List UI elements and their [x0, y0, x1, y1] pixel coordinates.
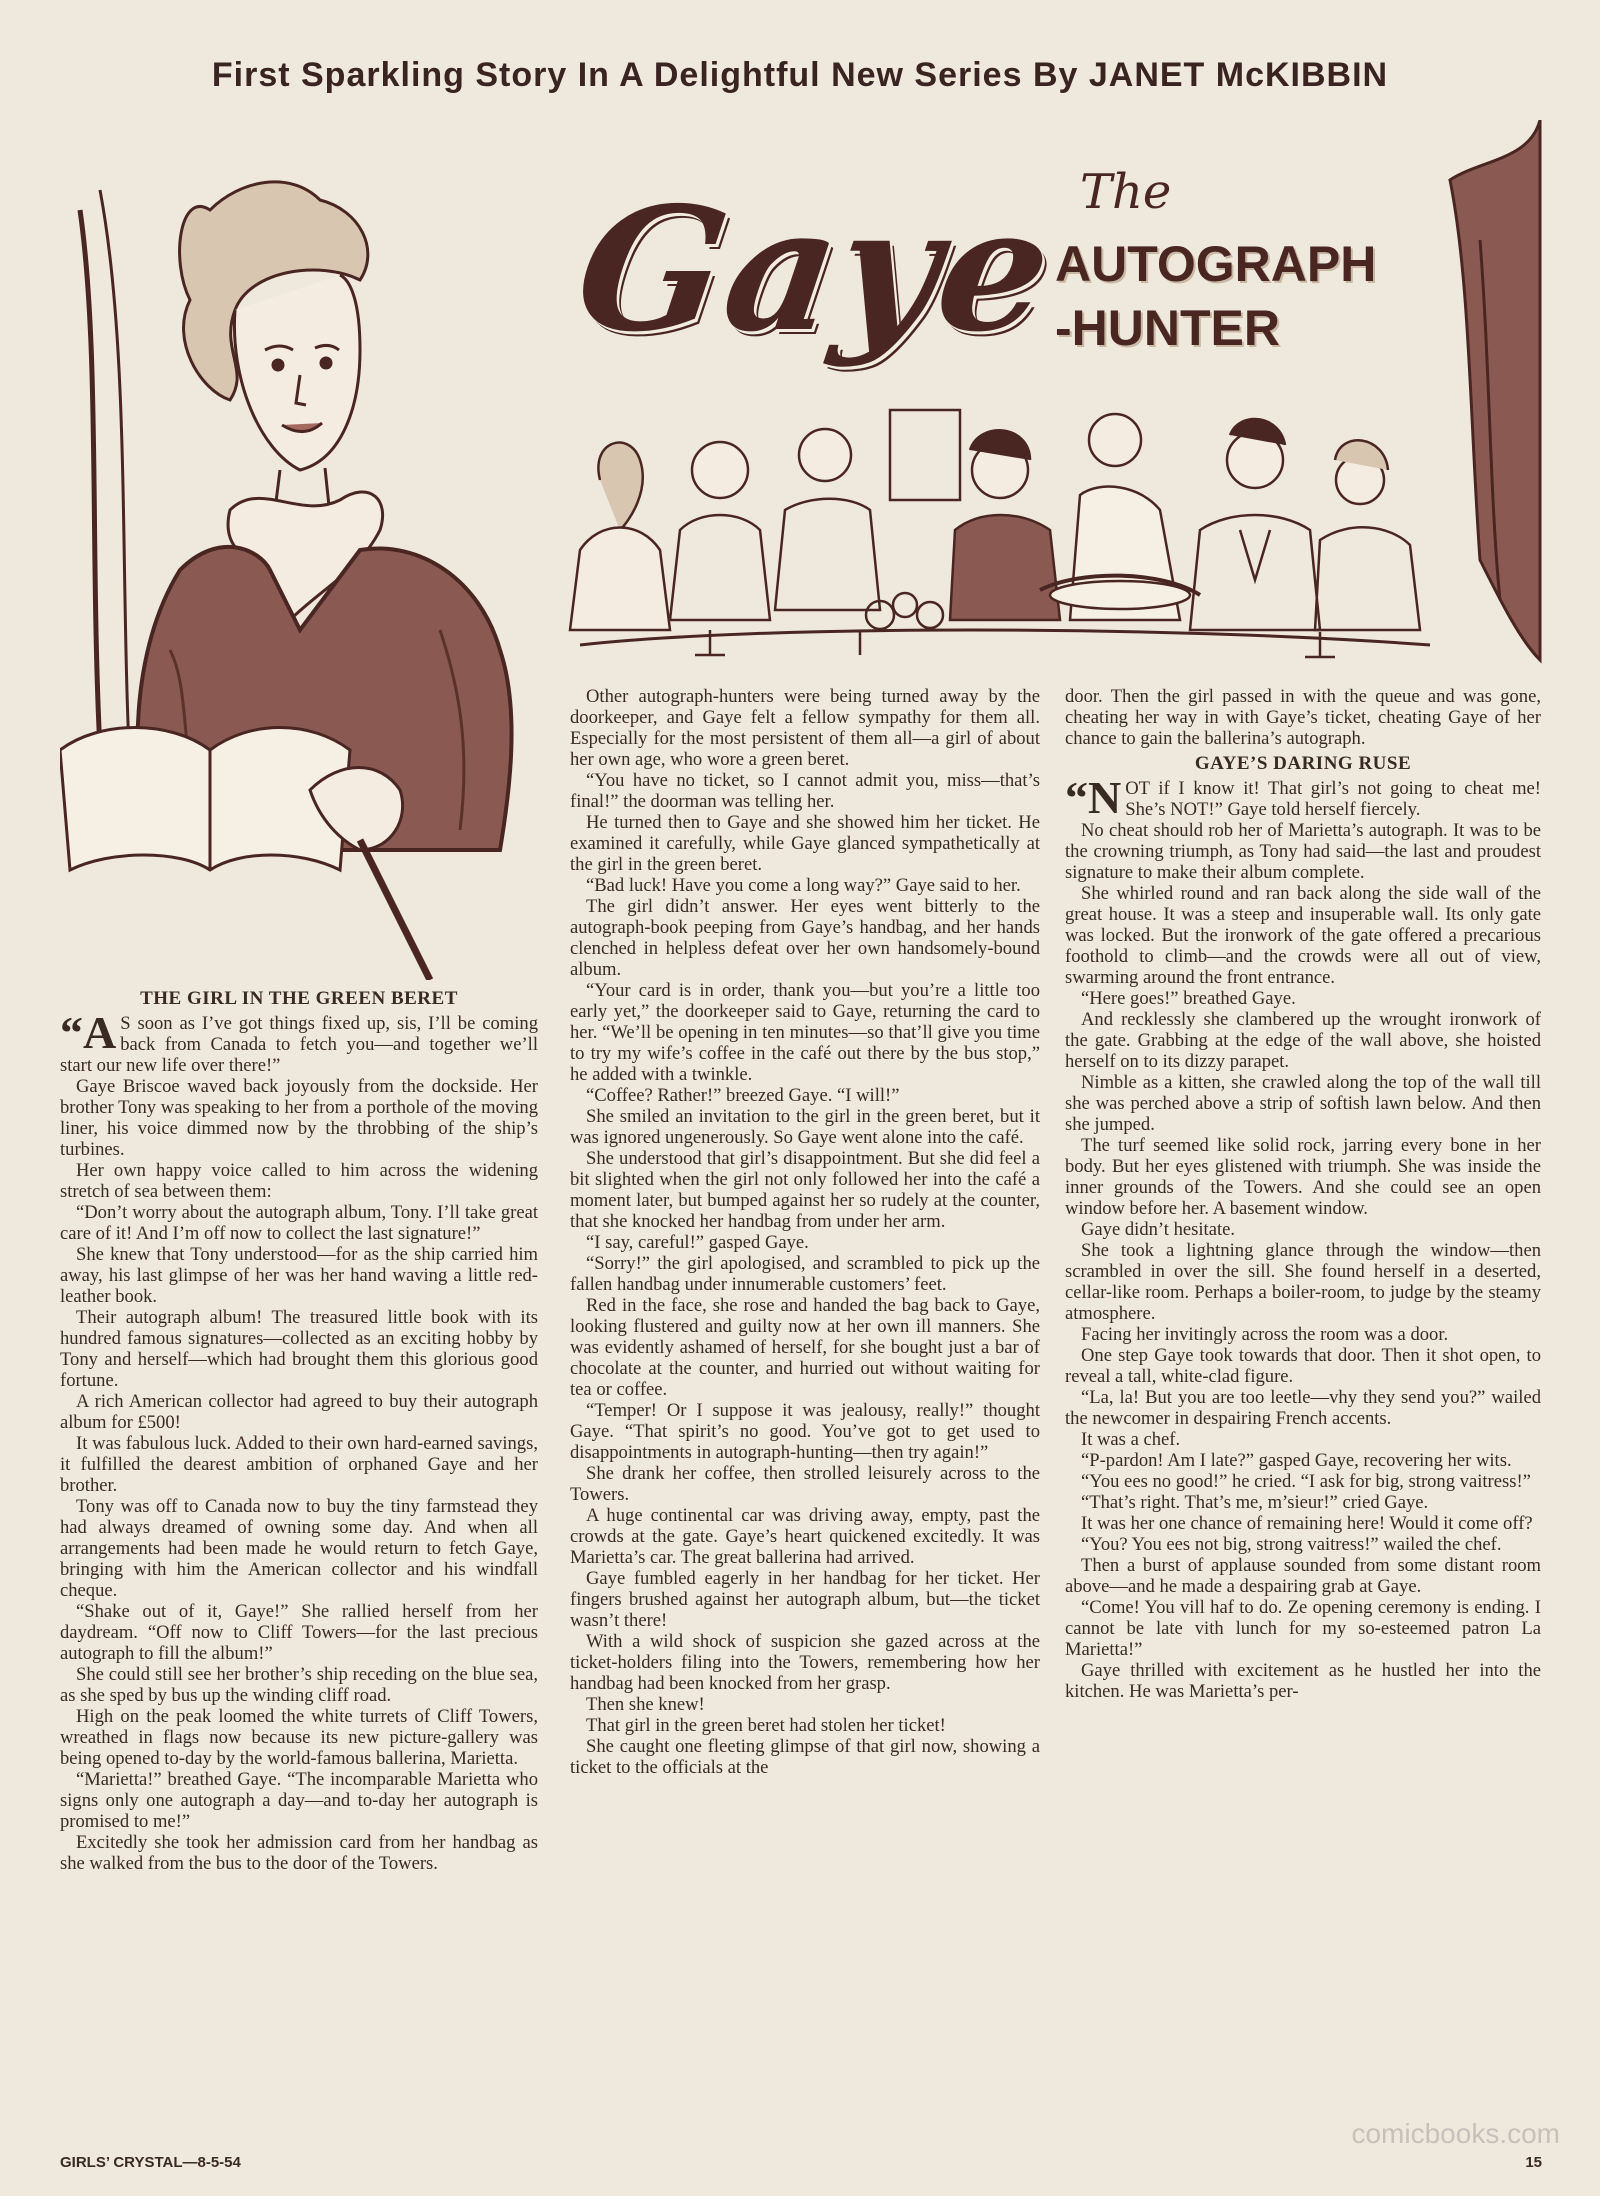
page-number: 15	[1525, 2154, 1542, 2171]
paragraph: Other autograph-hunters were being turned away by the doorkeeper, and Gaye felt a fellow sympathy for them all. Especially for the most persistent of them all—a girl of about her own age, who wore a green beret.	[570, 686, 1040, 770]
paragraph: Gaye thrilled with excitement as he hustled her into the kitchen. He was Marietta’s per-	[1065, 1660, 1541, 1702]
dining-scene-illustration	[560, 400, 1440, 675]
paragraph: She knew that Tony understood—for as the ship carried him away, his last glimpse of her was her hand waving a little red-leather book.	[60, 1244, 538, 1307]
title-subtitle	[1055, 232, 1376, 360]
paragraph: She understood that girl’s disappointment. But she did feel a bit slighted when the girl not only followed her into the café a moment later, but bumped against her so rudely at the counter, that she knocked her handbag from under her arm.	[570, 1148, 1040, 1232]
title-line-autograph: AUTOGRAPH	[1055, 236, 1377, 292]
drop-cap: “A	[60, 1007, 117, 1058]
paragraph: Gaye didn’t hesitate.	[1081, 1219, 1236, 1240]
paragraph: “Your card is in order, thank you—but you’re a little too early yet,” the doorkeeper said to Gaye, returning the card to her. “We’ll be opening in ten minutes—so that’ll give you time to try my wife’s coffee in the café out there by the bus stop,” he added with a twinkle.	[570, 980, 1040, 1085]
paragraph: She caught one fleeting glimpse of that girl now, showing a ticket to the officials at the	[570, 1736, 1040, 1778]
title-the: The	[1080, 164, 1172, 220]
magazine-issue: GIRLS’ CRYSTAL—8-5-54	[60, 2154, 241, 2171]
section-opening-paragraph	[1065, 772, 1541, 823]
paragraph: The turf seemed like solid rock, jarring every bone in her body. But her eyes glistened with triumph. She was inside the inner grounds of the Towers. And she could see an open window before her. A basement window.	[1065, 1135, 1541, 1219]
paragraph: Gaye fumbled eagerly in her handbag for her ticket. Her fingers brushed against her autograph album, but—the ticket wasn’t there!	[570, 1568, 1040, 1631]
paragraph: Excitedly she took her admission card from her handbag as she walked from the bus to the door of the Towers.	[60, 1832, 538, 1874]
paragraph: “Bad luck! Have you come a long way?” Gaye said to her.	[586, 875, 1021, 896]
paragraph: “Come! You vill haf to do. Ze opening ceremony is ending. I cannot be late vith lunch for my so-esteemed patron La Marietta!”	[1065, 1597, 1541, 1660]
story-title	[560, 150, 1420, 390]
paragraph: Then she knew!	[586, 1694, 705, 1715]
paragraph: “Temper! Or I suppose it was jealousy, really!” thought Gaye. “That spirit’s no good. You’ve got to get used to disappointments in autograph-hunting—then try again!”	[570, 1400, 1040, 1463]
paragraph: One step Gaye took towards that door. Then it shot open, to reveal a tall, white-clad figure.	[1065, 1345, 1541, 1387]
opening-paragraph	[60, 1007, 538, 1076]
paragraph: “I say, careful!” gasped Gaye.	[586, 1232, 809, 1253]
paragraph: High on the peak loomed the white turrets of Cliff Towers, wreathed in flags now because its new picture-gallery was being opened to-day by the world-famous ballerina, Marietta.	[60, 1706, 538, 1769]
paragraph: No cheat should rob her of Marietta’s autograph. It was to be the crowning triumph, as Tony had said—the last and proudest signature to make their album complete.	[1065, 820, 1541, 883]
title-gaye: Gaye	[565, 170, 1065, 370]
paragraph: “La, la! But you are too leetle—vhy they send you?” wailed the newcomer in despairing French accents.	[1065, 1387, 1541, 1429]
paragraph: “Here goes!” breathed Gaye.	[1081, 988, 1296, 1009]
series-headline: First Sparkling Story In A Delightful New Series By JANET McKIBBIN	[211, 56, 1389, 94]
column-3	[1065, 686, 1541, 1702]
title-line-hunter: -HUNTER	[1055, 300, 1280, 356]
gaye-illustration	[60, 150, 540, 980]
paragraph: A huge continental car was driving away, empty, past the crowds at the gate. Gaye’s heart quickened excitedly. It was Marietta’s car. The great ballerina had arrived.	[570, 1505, 1040, 1568]
paragraph: “You have no ticket, so I cannot admit you, miss—that’s final!” the doorman was telling her.	[570, 770, 1040, 812]
paragraph: “Don’t worry about the autograph album, Tony. I’ll take great care of it! And I’m off now to collect the last signature!”	[60, 1202, 538, 1244]
paragraph: With a wild shock of suspicion she gazed across at the ticket-holders filing into the Towers, remembering how her handbag had been knocked from her grasp.	[570, 1631, 1040, 1694]
paragraph: She drank her coffee, then strolled leisurely across to the Towers.	[570, 1463, 1040, 1505]
paragraph: She whirled round and ran back along the side wall of the great house. It was a steep and insuperable wall. Its only gate was locked. But the ironwork of the gate offered a precarious foothold to climb—and the crowds were all out of view, swarming around the front entrance.	[1065, 883, 1541, 988]
paragraph: She took a lightning glance through the window—then scrambled in over the sill. She found herself in a deserted, cellar-like room. Perhaps a boiler-room, to judge by the steamy atmosphere.	[1065, 1240, 1541, 1324]
paragraph: It was a chef.	[1081, 1429, 1181, 1450]
paragraph: She could still see her brother’s ship receding on the blue sea, as she sped by bus up the winding cliff road.	[60, 1664, 538, 1706]
paragraph: Gaye Briscoe waved back joyously from the dockside. Her brother Tony was speaking to her from a porthole of the moving liner, his voice dimmed now by the throbbing of the ship’s turbines.	[60, 1076, 538, 1160]
section-heading-daring-ruse: GAYE’S DARING RUSE	[1194, 753, 1412, 774]
section-heading-green-beret: THE GIRL IN THE GREEN BERET	[140, 988, 458, 1009]
paragraph: “That’s right. That’s me, m’sieur!” cried Gaye.	[1081, 1492, 1429, 1513]
paragraph: Then a burst of applause sounded from some distant room above—and he made a despairing grab at Gaye.	[1065, 1555, 1541, 1597]
drape-illustration	[1440, 120, 1550, 680]
drop-cap: “N	[1065, 772, 1122, 823]
paragraph: Nimble as a kitten, she crawled along the top of the wall till she was perched above a strip of softish lawn below. And then she jumped.	[1065, 1072, 1541, 1135]
paragraph: He turned then to Gaye and she showed him her ticket. He examined it carefully, while Gaye glanced sympathetically at the girl in the green beret.	[570, 812, 1040, 875]
paragraph: “You? You ees not big, strong vaitress!” wailed the chef.	[1081, 1534, 1502, 1555]
paragraph: Their autograph album! The treasured little book with its hundred famous signatures—collected as an exciting hobby by Tony and herself—which had brought them this glorious good fortune.	[60, 1307, 538, 1391]
paragraph: Red in the face, she rose and handed the bag back to Gaye, looking flustered and guilty now at her own ill manners. She was evidently ashamed of herself, for she bought just a bar of chocolate at the counter, and hurried out without waiting for tea or coffee.	[570, 1295, 1040, 1400]
paragraph: “Marietta!” breathed Gaye. “The incomparable Marietta who signs only one autograph a day—and to-day her autograph is promised to me!”	[60, 1769, 538, 1832]
column-2	[570, 686, 1040, 1778]
paragraph: That girl in the green beret had stolen her ticket!	[586, 1715, 946, 1736]
paragraph: It was her one chance of remaining here! Would it come off?	[1081, 1513, 1533, 1534]
paragraph: “Sorry!” the girl apologised, and scrambled to pick up the fallen handbag under innumerable customers’ feet.	[570, 1253, 1040, 1295]
paragraph: She smiled an invitation to the girl in the green beret, but it was ignored ungenerously. So Gaye went alone into the café.	[570, 1106, 1040, 1148]
paragraph: Facing her invitingly across the room was a door.	[1081, 1324, 1449, 1345]
paragraph: And recklessly she clambered up the wrought ironwork of the gate. Grabbing at the edge of the wall above, she hoisted herself on to its dizzy parapet.	[1065, 1009, 1541, 1072]
paragraph: “P-pardon! Am I late?” gasped Gaye, recovering her wits.	[1081, 1450, 1512, 1471]
paragraph: door. Then the girl passed in with the queue and was gone, cheating her way in with Gaye’s ticket, cheating Gaye of her chance to gain the ballerina’s autograph.	[1065, 686, 1541, 749]
paragraph: Her own happy voice called to him across the widening stretch of sea between them:	[60, 1160, 538, 1202]
paragraph: It was fabulous luck. Added to their own hard-earned savings, it fulfilled the dearest ambition of orphaned Gaye and her brother.	[60, 1433, 538, 1496]
paragraph: “You ees no good!” he cried. “I ask for big, strong vaitress!”	[1081, 1471, 1531, 1492]
watermark: comicbooks.com	[1351, 2118, 1560, 2149]
paragraph: The girl didn’t answer. Her eyes went bitterly to the autograph-book peeping from Gaye’s handbag, and her hands clenched in helpless defeat over her own handsomely-bound album.	[570, 896, 1040, 980]
paragraph: “Shake out of it, Gaye!” She rallied herself from her daydream. “Off now to Cliff Towers—for the last precious autograph to fill the album!”	[60, 1601, 538, 1664]
opening-text: S soon as I’ve got things fixed up, sis, I’ll be coming back from Canada to fetch you—and together we’ll start our new life over there!”	[60, 1013, 538, 1076]
paragraph: Tony was off to Canada now to buy the tiny farmstead they had always dreamed of owning some day. And when all arrangements had been made he would return to fetch Gaye, bringing with him the American collector and his windfall cheque.	[60, 1496, 538, 1601]
column-1	[60, 984, 538, 1874]
paragraph: “Coffee? Rather!” breezed Gaye. “I will!”	[586, 1085, 900, 1106]
section-opening-text: OT if I know it! That girl’s not going to cheat me! She’s NOT!” Gaye told herself fiercely.	[1125, 778, 1541, 820]
paragraph: A rich American collector had agreed to buy their autograph album for £500!	[60, 1391, 538, 1433]
